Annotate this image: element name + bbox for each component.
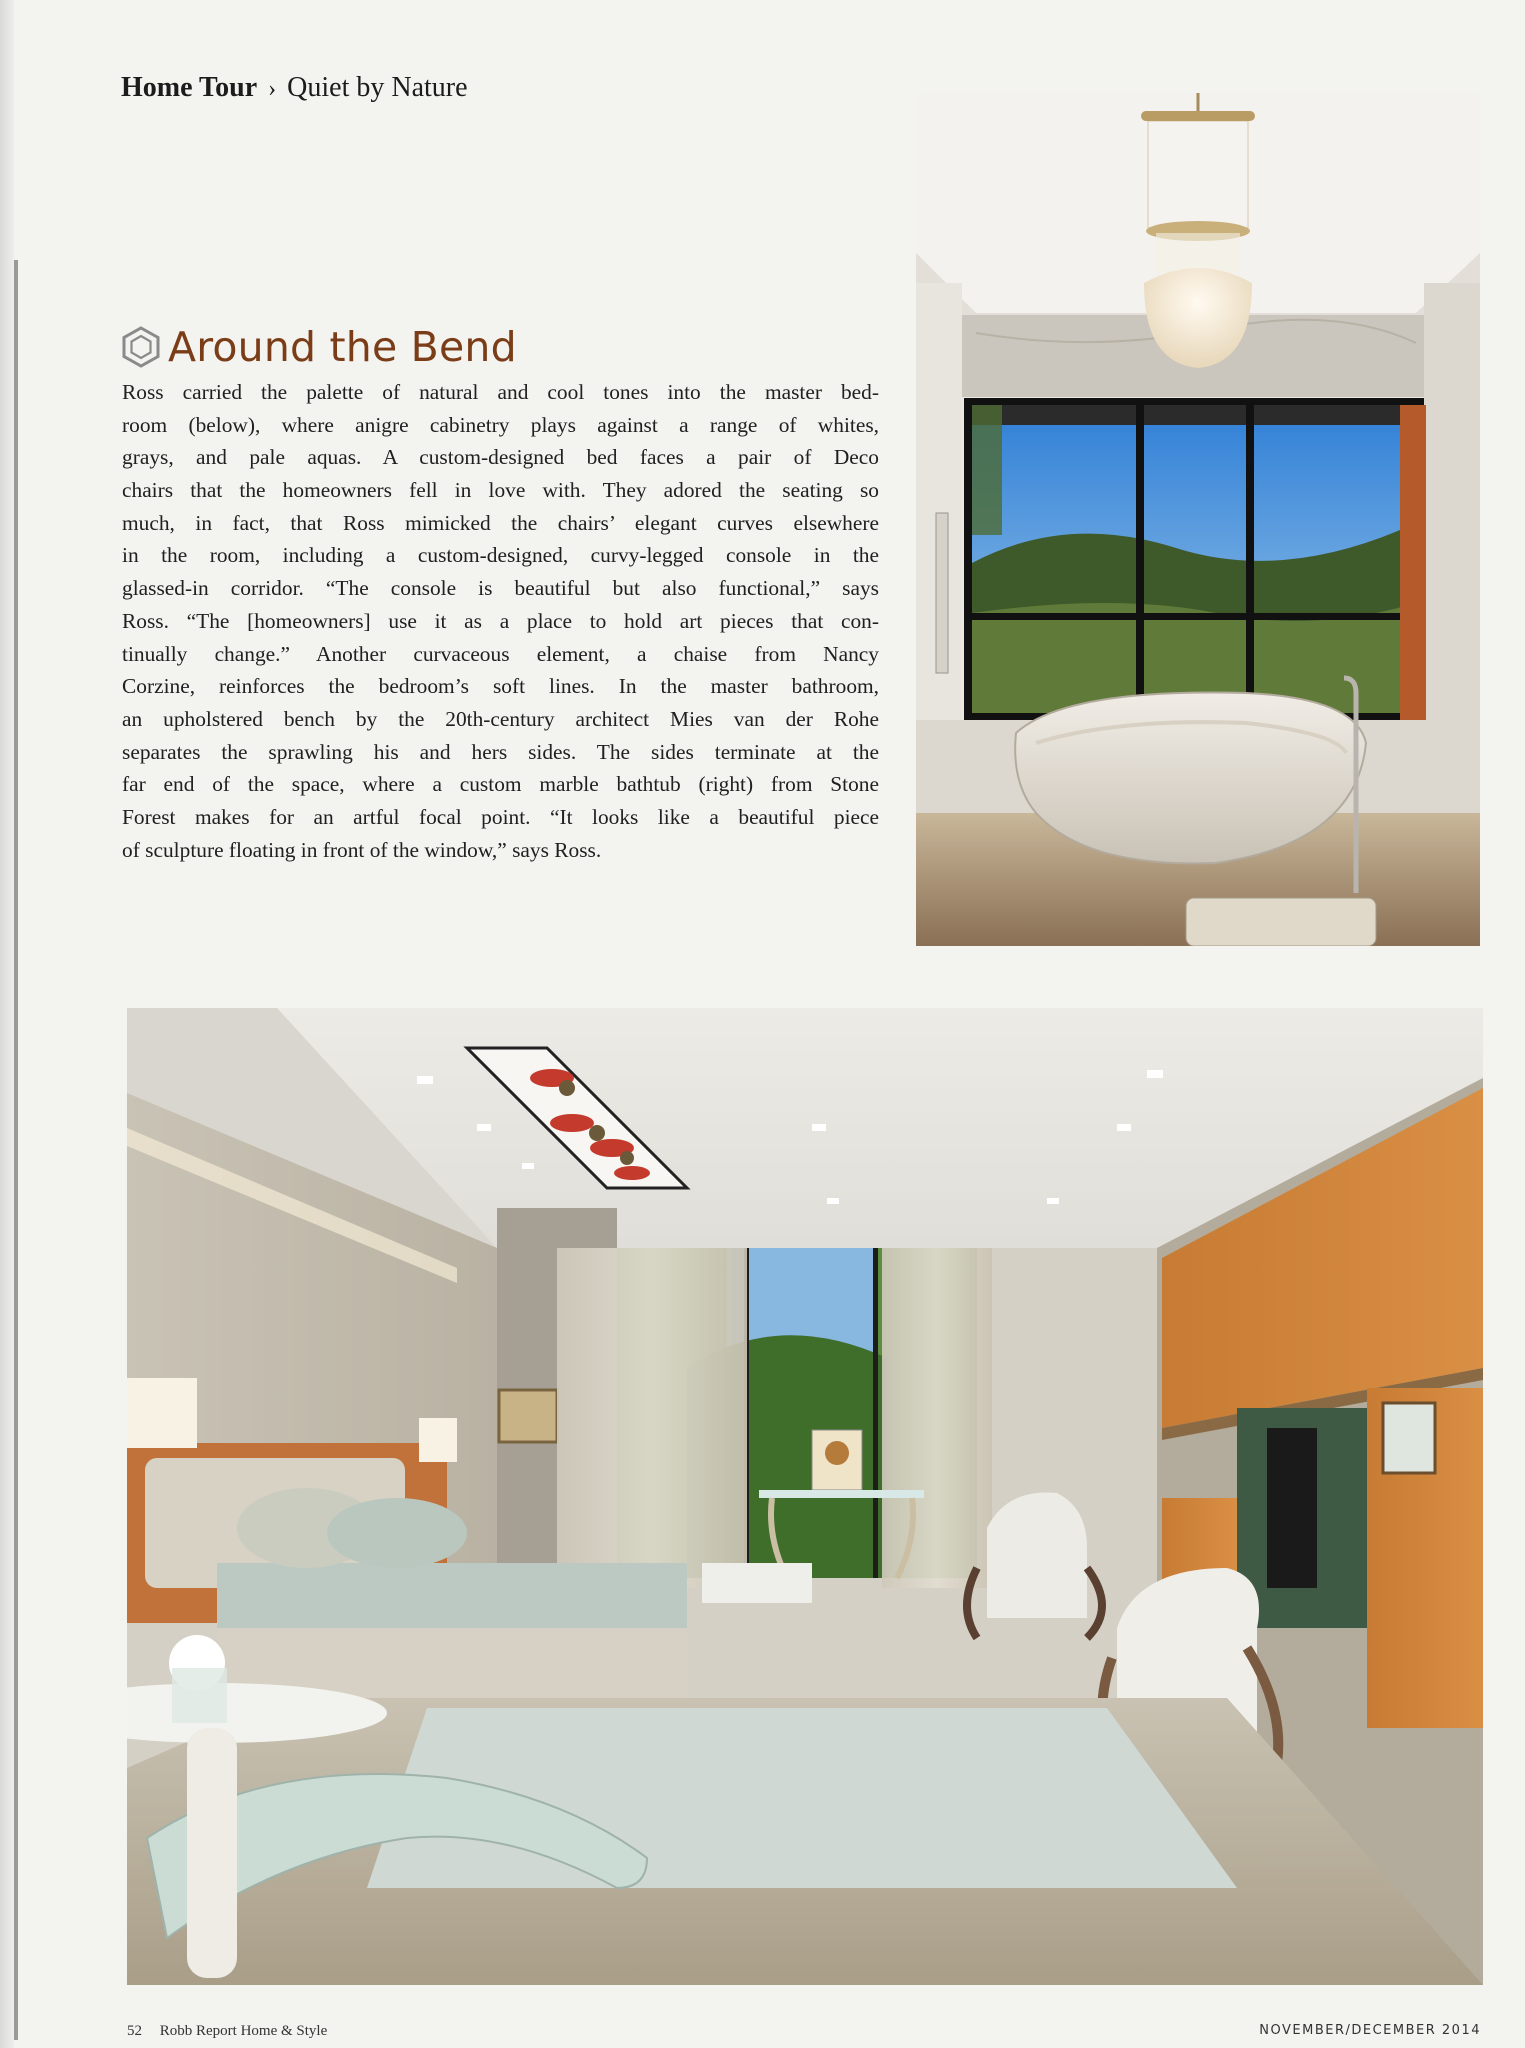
publication-name: Robb Report Home & Style bbox=[159, 2023, 328, 2039]
hexagon-icon bbox=[120, 326, 162, 368]
section-title: Home Tour bbox=[121, 72, 258, 103]
article-heading bbox=[120, 323, 517, 371]
page-gutter-shadow bbox=[14, 260, 18, 2040]
body-line: tinually change.” Another curvaceous element, a chaise from Nancy bbox=[122, 641, 879, 666]
page-number: 52 bbox=[127, 2023, 142, 2039]
body-line: an upholstered bench by the 20th-century architect Mies van der Rohe bbox=[122, 706, 879, 731]
page-gutter-edge bbox=[0, 0, 14, 2048]
bathroom-photo bbox=[916, 93, 1480, 946]
subsection-title: Quiet by Nature bbox=[287, 72, 468, 103]
body-line: much, in fact, that Ross mimicked the chairs’ elegant curves elsewhere bbox=[122, 510, 879, 535]
body-line: grays, and pale aquas. A custom-designed bed faces a pair of Deco bbox=[122, 445, 879, 470]
body-line: glassed-in corridor. “The console is beautiful but also functional,” says bbox=[122, 576, 879, 601]
bedroom-photo bbox=[127, 1008, 1483, 1985]
article-body bbox=[122, 376, 879, 866]
breadcrumb-separator-icon: › bbox=[268, 76, 277, 102]
body-line: in the room, including a custom-designed, curvy-legged console in the bbox=[122, 543, 879, 568]
running-head bbox=[121, 72, 468, 104]
body-line: room (below), where anigre cabinetry plays against a range of whites, bbox=[122, 412, 879, 437]
body-line: separates the sprawling his and hers sides. The sides terminate at the bbox=[122, 739, 879, 764]
body-line: Ross carried the palette of natural and cool tones into the master bed- bbox=[122, 380, 879, 404]
issue-date: NOVEMBER/DECEMBER 2014 bbox=[1259, 2023, 1481, 2038]
page-footer-left bbox=[127, 2023, 327, 2040]
body-line: Forest makes for an artful focal point. “It looks like a beautiful piece bbox=[122, 804, 879, 829]
body-line: Ross. “The [homeowners] use it as a place to hold art pieces that con- bbox=[122, 608, 879, 633]
body-line: Corzine, reinforces the bedroom’s soft lines. In the master bathroom, bbox=[122, 674, 879, 699]
body-line: chairs that the homeowners fell in love with. They adored the seating so bbox=[122, 478, 879, 503]
body-line: of sculpture floating in front of the window,” says Ross. bbox=[122, 837, 602, 862]
heading-text: Around the Bend bbox=[168, 323, 517, 371]
body-line: far end of the space, where a custom marble bathtub (right) from Stone bbox=[122, 772, 879, 797]
